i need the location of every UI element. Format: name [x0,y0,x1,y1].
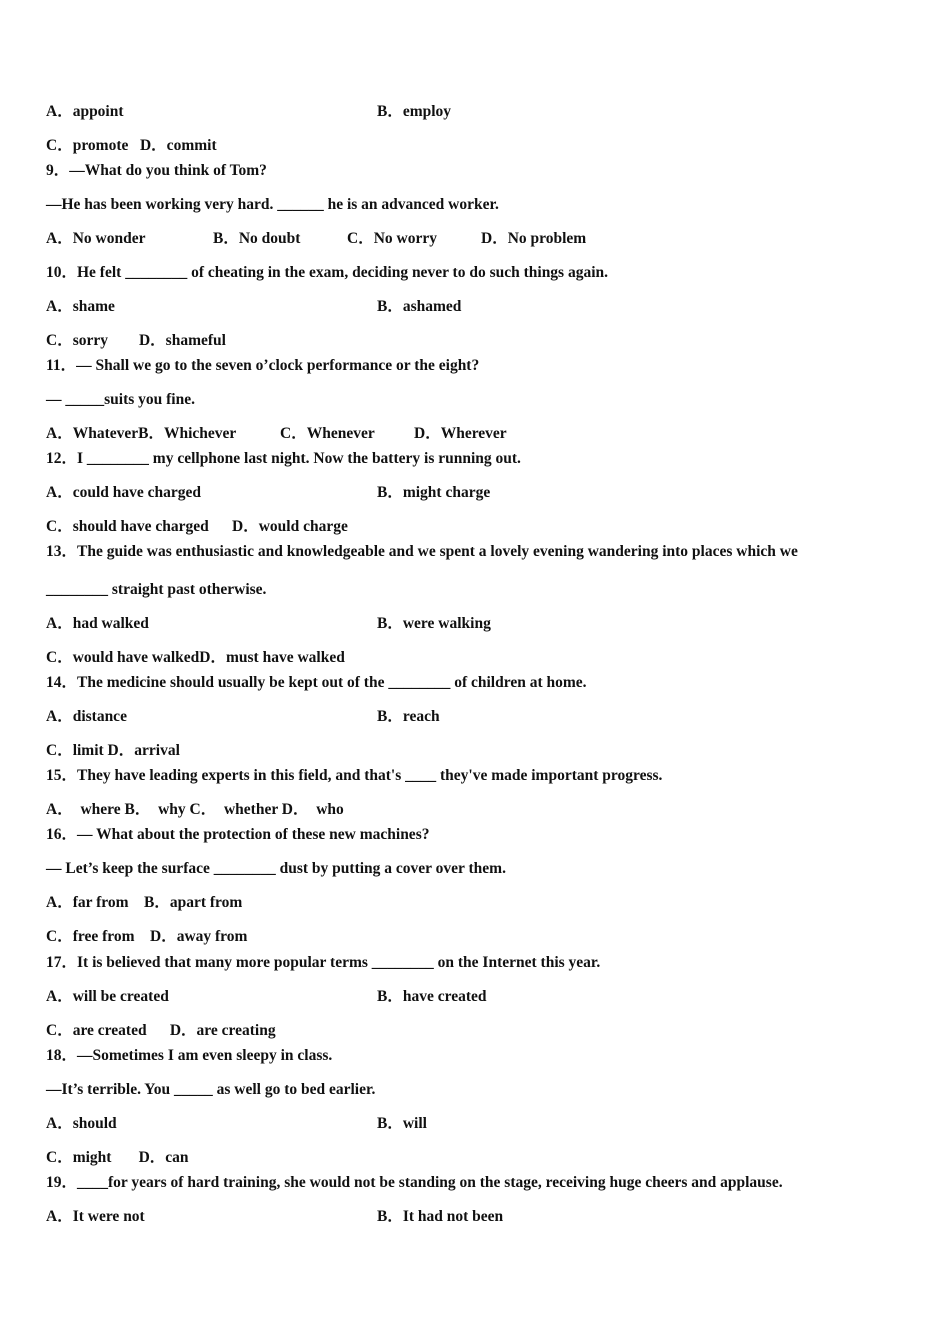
q13-stem: 13．The guide was enthusiastic and knowledgeable and we spent a lovely evening wandering into places which we [46,543,798,560]
q10-options-cd: C．sorry D．shameful [46,332,226,349]
q12-options-cd: C．should have charged D．would charge [46,518,348,535]
q18-option-b: B．will [377,1115,427,1132]
q19-stem: 19．____for years of hard training, she would not be standing on the stage, receiving huge cheers and applause. [46,1174,783,1191]
q12-option-b: B．might charge [377,484,491,501]
q14-stem: 14．The medicine should usually be kept out of the ________ of children at home. [46,674,587,691]
q10-stem: 10．He felt ________ of cheating in the exam, deciding never to do such things again. [46,264,609,281]
q16-dialogue: — Let’s keep the surface ________ dust by putting a cover over them. [46,860,506,877]
q10-option-b: B．ashamed [377,298,462,315]
q13-options-cd: C．would have walkedD．must have walked [46,649,345,666]
q13-stem-continued: ________ straight past otherwise. [46,581,267,598]
q18-options-cd: C．might D．can [46,1149,189,1166]
q9-option-c: C．No worry [347,230,437,247]
q9-option-d: D．No problem [481,230,587,247]
q8-option-b: B．employ [377,103,452,120]
q12-option-a: A．could have charged [46,484,202,501]
q19-option-a: A．It were not [46,1208,145,1225]
q18-dialogue: —It’s terrible. You _____ as well go to bed earlier. [46,1081,376,1098]
q11-stem: 11．— Shall we go to the seven o’clock performance or the eight? [46,357,480,374]
q19-option-b: B．It had not been [377,1208,504,1225]
q14-option-a: A．distance [46,708,127,725]
q17-options-cd: C．are created D．are creating [46,1022,276,1039]
q17-stem: 17．It is believed that many more popular terms ________ on the Internet this year. [46,954,601,971]
q15-stem: 15．They have leading experts in this field, and that's ____ they've made important progress. [46,767,663,784]
q17-option-a: A．will be created [46,988,169,1005]
q16-options-cd: C．free from D．away from [46,928,248,945]
q18-stem: 18．—Sometimes I am even sleepy in class. [46,1047,333,1064]
q11-option-c: C．Whenever [280,425,375,442]
q12-stem: 12．I ________ my cellphone last night. Now the battery is running out. [46,450,521,467]
q11-options-ab: A．WhateverB．Whichever [46,425,237,442]
q15-options: A． where B． why C． whether D． who [46,801,344,818]
q9-option-a: A．No wonder [46,230,146,247]
q18-option-a: A．should [46,1115,117,1132]
q11-option-d: D．Wherever [414,425,507,442]
q13-option-a: A．had walked [46,615,149,632]
q10-option-a: A．shame [46,298,115,315]
q8-option-a: A．appoint [46,103,124,120]
q9-stem: 9．—What do you think of Tom? [46,162,267,179]
q16-options-ab: A．far from B．apart from [46,894,243,911]
q9-dialogue: —He has been working very hard. ______ he is an advanced worker. [46,196,499,213]
q14-option-b: B．reach [377,708,440,725]
q8-options-cd: C．promote D．commit [46,137,217,154]
q17-option-b: B．have created [377,988,487,1005]
q16-stem: 16．— What about the protection of these new machines? [46,826,430,843]
q13-option-b: B．were walking [377,615,491,632]
q11-dialogue: — _____suits you fine. [46,391,195,408]
q9-option-b: B．No doubt [213,230,301,247]
q14-options-cd: C．limit D．arrival [46,742,180,759]
